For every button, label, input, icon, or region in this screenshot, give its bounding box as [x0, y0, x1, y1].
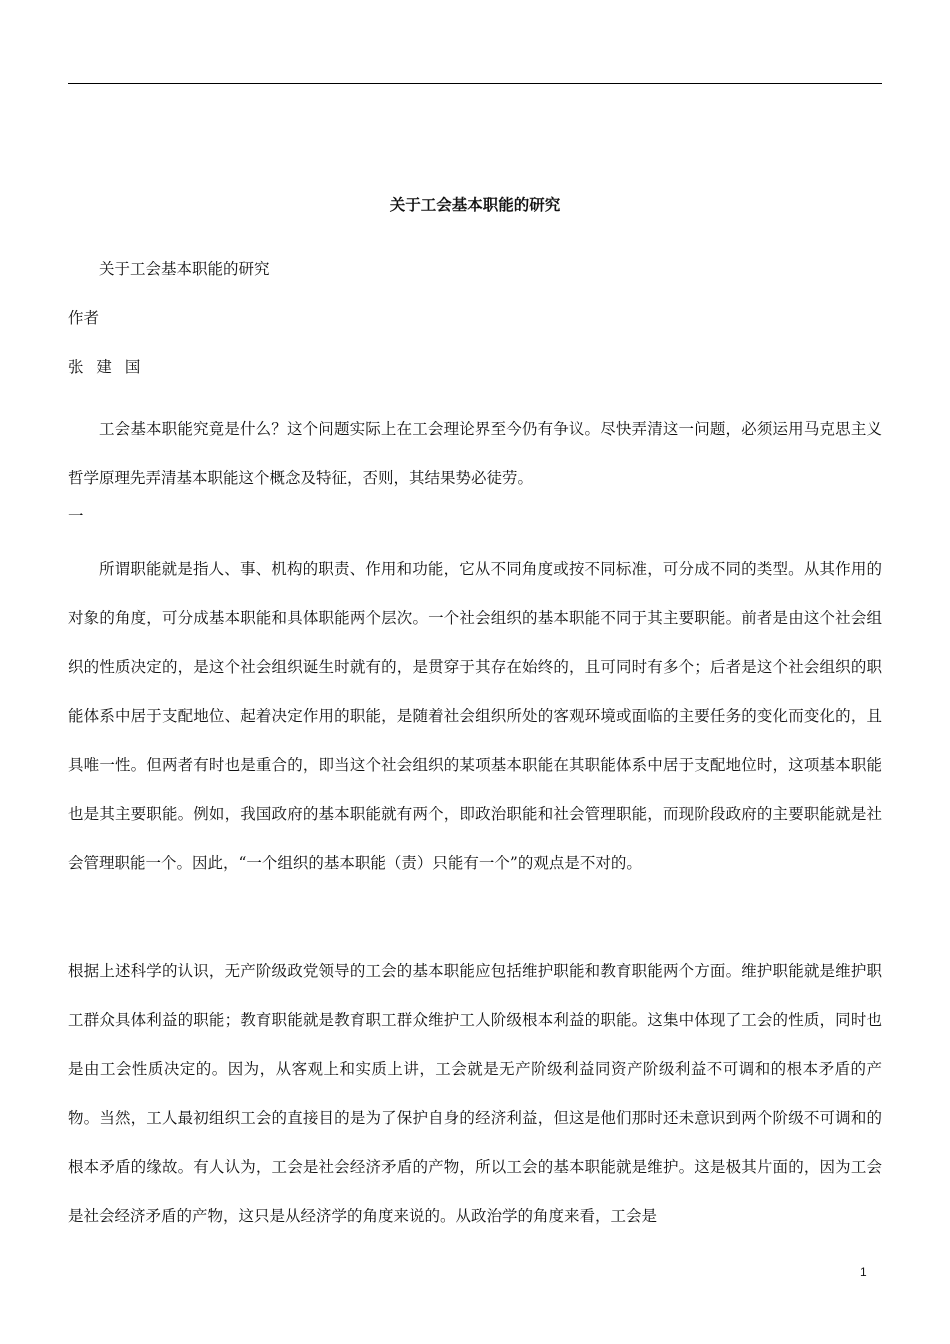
section-number: 一 — [68, 507, 84, 525]
body-paragraph-1: 所谓职能就是指人、事、机构的职责、作用和功能，它从不同角度或按不同标准，可分成不同的类型。从其作用的对象的角度，可分成基本职能和具体职能两个层次。一个社会组织的基本职能不同于其主要职能。前者是由这个社会组织的性质决定的，是这个社会组织诞生时就有的，是贯穿于其存在始终的，且可同时有多个；后者是这个社会组织的职能体系中居于支配地位、起着决定作用的职能，是随着社会组织所处的客观环境或面临的主要任务的变化而变化的，且具唯一性。但两者有时也是重合的，即当这个社会组织的某项基本职能在其职能体系中居于支配地位时，这项基本职能也是其主要职能。例如，我国政府的基本职能就有两个，即政治职能和社会管理职能，而现阶段政府的主要职能就是社会管理职能一个。因此，“一个组织的基本职能（责）只能有一个”的观点是不对的。 — [68, 560, 882, 872]
author-label: 作者 — [68, 309, 100, 327]
page-number: 1 — [860, 1265, 867, 1279]
document-title: 关于工会基本职能的研究 — [389, 195, 561, 214]
document-subtitle: 关于工会基本职能的研究 — [99, 260, 270, 278]
header-rule — [68, 83, 882, 84]
author-name: 张 建 国 — [68, 358, 145, 376]
intro-paragraph: 工会基本职能究竟是什么？这个问题实际上在工会理论界至今仍有争议。尽快弄清这一问题，必须运用马克思主义哲学原理先弄清基本职能这个概念及特征，否则，其结果势必徒劳。 — [68, 420, 882, 487]
body-paragraph-2: 根据上述科学的认识，无产阶级政党领导的工会的基本职能应包括维护职能和教育职能两个方面。维护职能就是维护职工群众具体利益的职能；教育职能就是教育职工群众维护工人阶级根本利益的职能。这集中体现了工会的性质，同时也是由工会性质决定的。因为，从客观上和实质上讲，工会就是无产阶级利益同资产阶级利益不可调和的根本矛盾的产物。当然，工人最初组织工会的直接目的是为了保护自身的经济利益，但这是他们那时还未意识到两个阶级不可调和的根本矛盾的缘故。有人认为，工会是社会经济矛盾的产物，所以工会的基本职能就是维护。这是极其片面的，因为工会是社会经济矛盾的产物，这只是从经济学的角度来说的。从政治学的角度来看，工会是 — [68, 962, 882, 1225]
